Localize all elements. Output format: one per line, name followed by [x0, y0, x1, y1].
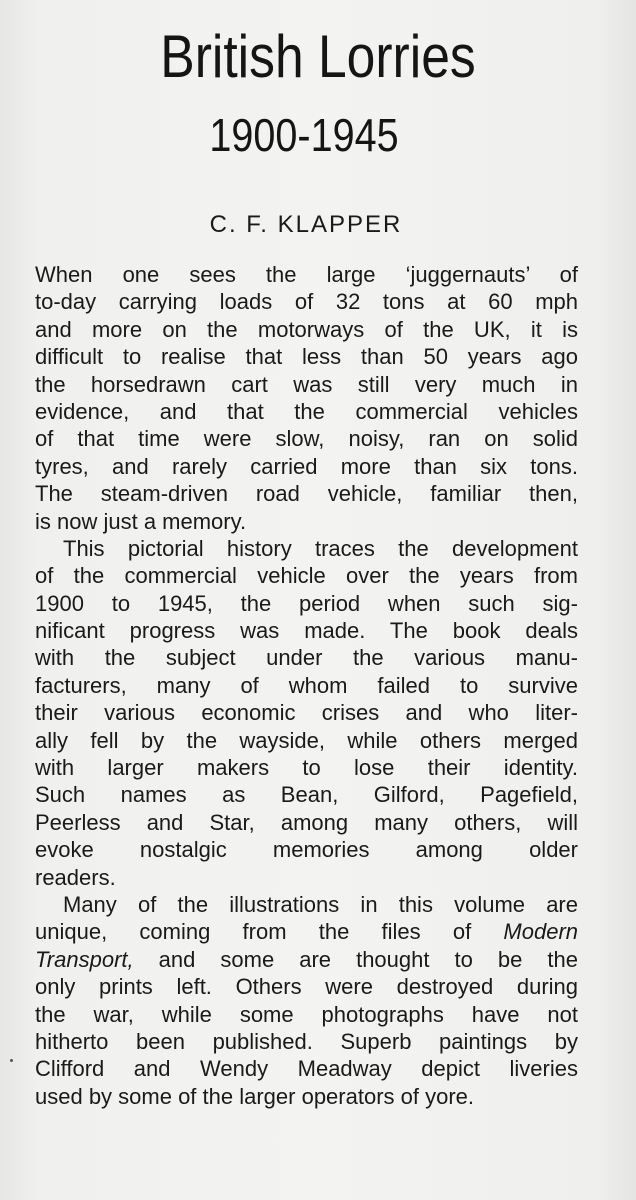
blurb-line: readers.	[35, 864, 116, 890]
blurb-line: of that time were slow, noisy, ran on solid	[35, 426, 578, 452]
blurb-line: 1900 to 1945, the period when such sig-	[35, 590, 578, 616]
publication-title: Transport,	[35, 946, 134, 972]
blurb-line: and more on the motorways of the UK, it is	[35, 316, 578, 342]
blurb-fragment: and some are thought to be the	[133, 946, 578, 972]
blurb-line: Clifford and Wendy Meadway depict liveries	[35, 1056, 578, 1082]
blurb-line: difficult to realise that less than 50 years ago	[35, 344, 578, 370]
blurb-line: This pictorial history traces the development	[63, 535, 578, 561]
book-title: British Lorries	[160, 23, 476, 90]
blurb-text	[35, 261, 578, 1110]
blurb-line	[35, 918, 578, 945]
blurb-fragment: unique, coming from the files of	[35, 919, 504, 945]
blurb-line: only prints left. Others were destroyed during	[35, 974, 578, 1000]
paper-speck	[10, 1059, 13, 1062]
blurb-line: their various economic crises and who liter-	[35, 700, 578, 726]
blurb-line: with larger makers to lose their identity.	[35, 755, 578, 781]
blurb-line: used by some of the larger operators of yore.	[35, 1083, 475, 1109]
blurb-line: evoke nostalgic memories among older	[35, 837, 578, 863]
blurb-line: with the subject under the various manu-	[35, 645, 578, 671]
blurb-line: to-day carrying loads of 32 tons at 60 mph	[35, 289, 578, 315]
blurb-line: hitherto been published. Superb paintings by	[35, 1028, 578, 1054]
publication-title: Modern	[503, 919, 578, 945]
book-date-range: 1900-1945	[209, 109, 399, 161]
blurb-line: of the commercial vehicle over the years from	[35, 563, 578, 589]
blurb-line: facturers, many of whom failed to survive	[35, 672, 578, 698]
blurb-line: is now just a memory.	[35, 508, 247, 534]
blurb-line: When one sees the large ‘juggernauts’ of	[35, 262, 578, 287]
blurb-line: The steam-driven road vehicle, familiar then,	[35, 481, 578, 507]
blurb-line: tyres, and rarely carried more than six tons.	[35, 453, 578, 479]
blurb-line: evidence, and that the commercial vehicles	[35, 398, 578, 424]
blurb-line: nificant progress was made. The book deals	[35, 618, 578, 644]
blurb-line: Many of the illustrations in this volume are	[63, 891, 578, 917]
blurb-line: the horsedrawn cart was still very much in	[35, 371, 578, 397]
blurb-line: ally fell by the wayside, while others merged	[35, 727, 578, 753]
blurb-line: Peerless and Star, among many others, will	[35, 809, 578, 835]
book-author: C. F. KLAPPER	[209, 211, 403, 238]
blurb-line: the war, while some photographs have not	[35, 1001, 578, 1027]
blurb-line	[35, 946, 578, 973]
blurb-line: Such names as Bean, Gilford, Pagefield,	[35, 782, 578, 808]
